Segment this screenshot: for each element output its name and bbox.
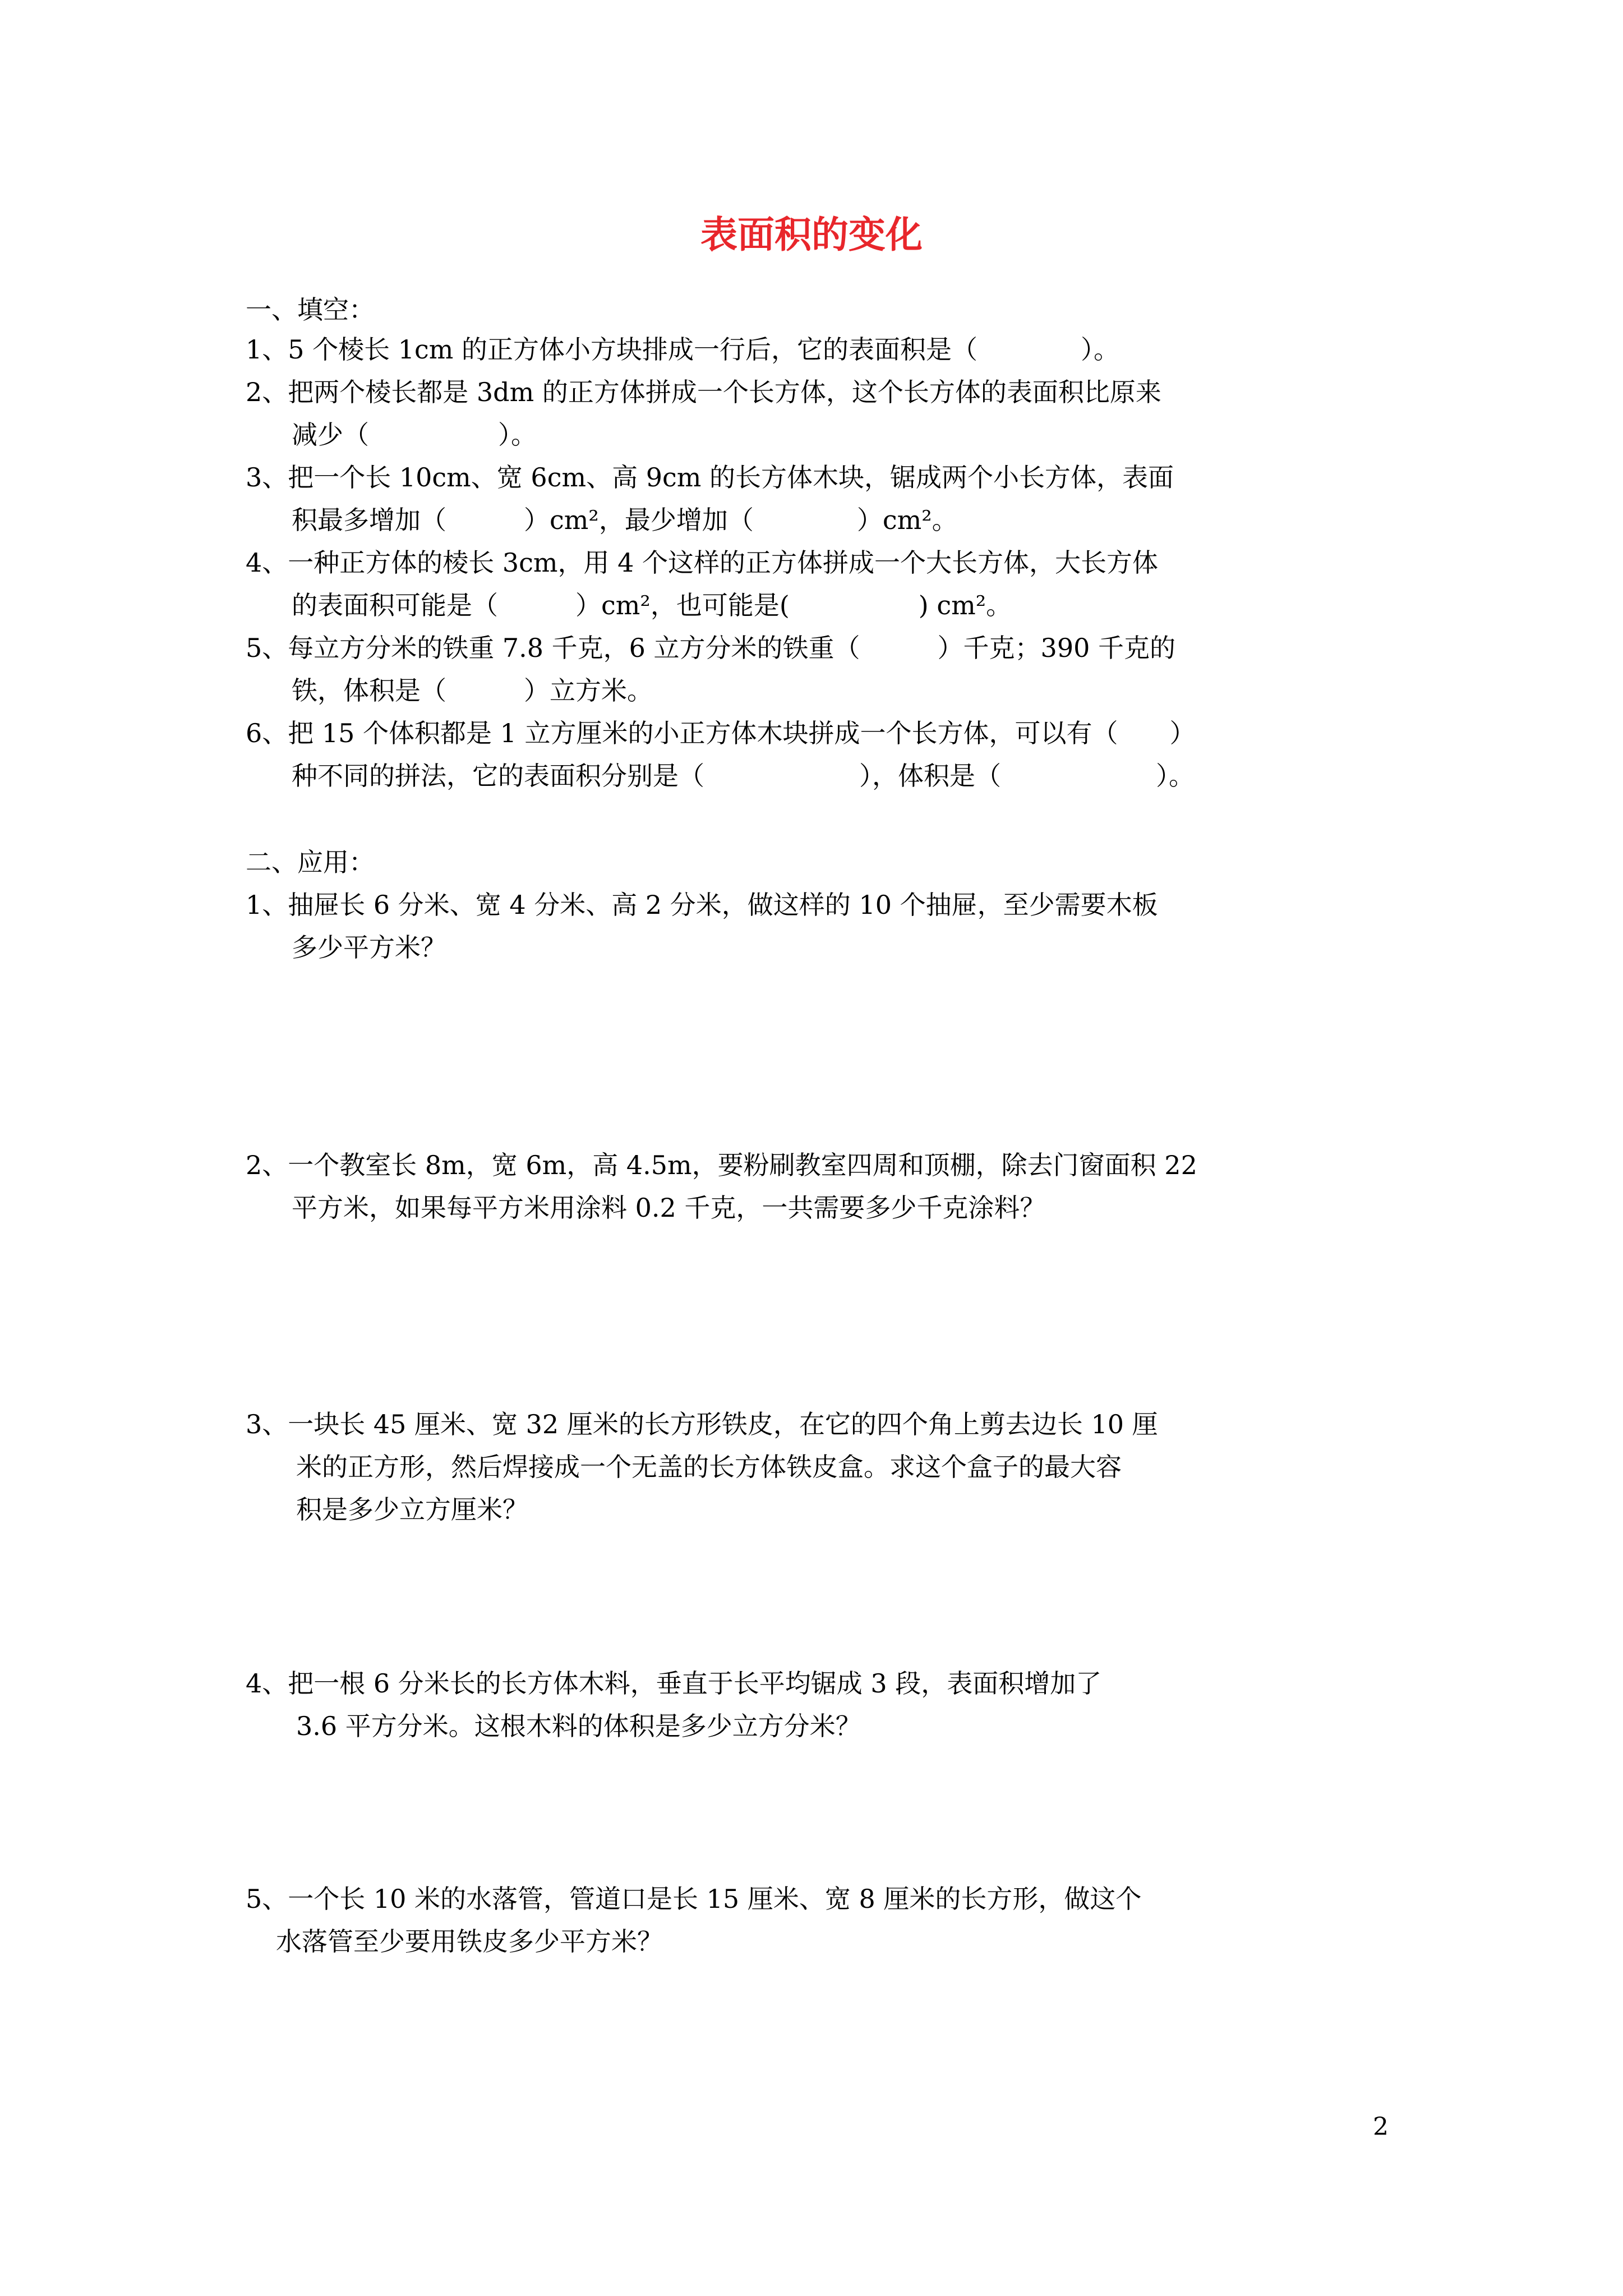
question-1-5-line-2: 铁，体积是（ ）立方米。 (292, 675, 653, 706)
question-2-3-line-3: 积是多少立方厘米？ (296, 1494, 528, 1525)
question-2-5-line-1: 5、一个长 10 米的水落管，管道口是长 15 厘米、宽 8 厘米的长方形，做这个 (246, 1884, 1142, 1914)
page-title: 表面积的变化 (700, 213, 923, 256)
question-2-3-line-1: 3、一块长 45 厘米、宽 32 厘米的长方形铁皮，在它的四个角上剪去边长 10 厘 (246, 1409, 1158, 1439)
question-1-6-line-2: 种不同的拼法，它的表面积分别是（ ），体积是（ ）。 (292, 761, 1195, 791)
question-1-5-line-1: 5、每立方分米的铁重 7.8 千克，6 立方分米的铁重（ ）千克；390 千克的 (246, 633, 1175, 663)
question-1-3-line-2: 积最多增加（ ）cm²，最少增加（ ）cm²。 (292, 505, 958, 535)
question-2-3-line-2: 米的正方形，然后焊接成一个无盖的长方体铁皮盒。求这个盒子的最大容 (296, 1452, 1122, 1482)
question-1-2-line-1: 2、把两个棱长都是 3dm 的正方体拼成一个长方体，这个长方体的表面积比原来 (246, 377, 1161, 407)
question-1-3-line-1: 3、把一个长 10cm、宽 6cm、高 9cm 的长方体木块，锯成两个小长方体，表面 (246, 462, 1174, 493)
question-1-2-line-2: 减少（ ）。 (292, 420, 537, 450)
section-heading-fill-blank: 一、填空： (246, 295, 375, 325)
question-2-4-line-1: 4、把一根 6 分米长的长方体木料，垂直于长平均锯成 3 段，表面积增加了 (246, 1668, 1102, 1699)
question-1-1-line-1: 1、5 个棱长 1cm 的正方体小方块排成一行后，它的表面积是（ ）。 (246, 334, 1120, 365)
question-1-4-line-1: 4、一种正方体的棱长 3cm，用 4 个这样的正方体拼成一个大长方体，大长方体 (246, 547, 1159, 578)
question-2-2-line-2: 平方米，如果每平方米用涂料 0.2 千克，一共需要多少千克涂料？ (292, 1193, 1046, 1223)
question-2-1-line-2: 多少平方米？ (292, 932, 446, 963)
page-number: 2 (1373, 2113, 1389, 2141)
question-1-4-line-2: 的表面积可能是（ ）cm²，也可能是( ) cm²。 (292, 590, 1012, 620)
question-2-4-line-2: 3.6 平方分米。这根木料的体积是多少立方分米？ (296, 1711, 861, 1741)
question-2-2-line-1: 2、一个教室长 8m，宽 6m，高 4.5m，要粉刷教室四周和顶棚，除去门窗面积 22 (246, 1150, 1197, 1180)
question-1-6-line-1: 6、把 15 个体积都是 1 立方厘米的小正方体木块拼成一个长方体，可以有（ ） (246, 718, 1196, 748)
question-2-1-line-1: 1、抽屉长 6 分米、宽 4 分米、高 2 分米，做这样的 10 个抽屉，至少需要木板 (246, 890, 1158, 920)
section-heading-application: 二、应用： (246, 847, 375, 877)
question-2-5-line-2: 水落管至少要用铁皮多少平方米？ (276, 1926, 663, 1957)
